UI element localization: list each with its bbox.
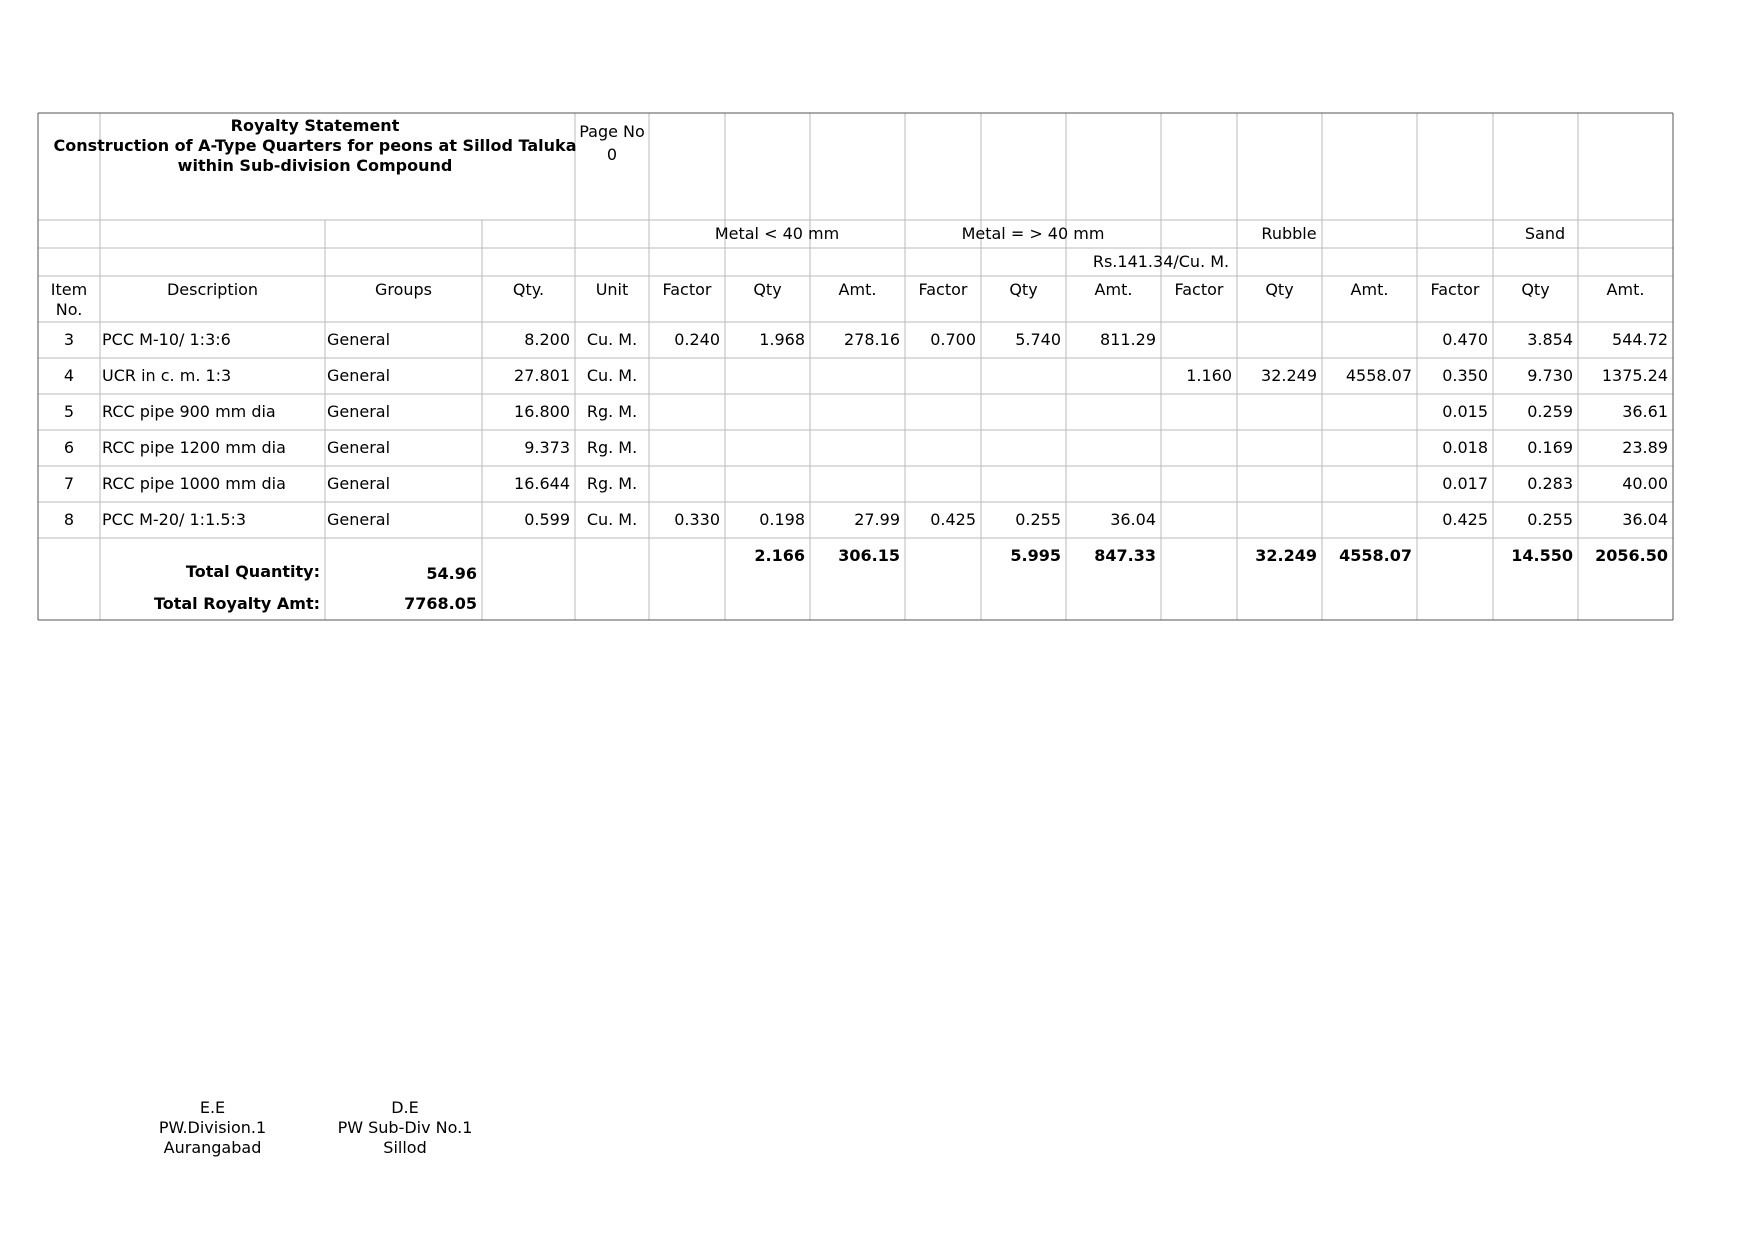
- cell-unit: Rg. M.: [586, 474, 638, 493]
- column-header-mg40-factor: Factor: [918, 280, 968, 299]
- cell-sand-factor: 0.425: [1442, 510, 1488, 529]
- page-number-label: Page No: [579, 122, 645, 141]
- cell-rubble-qty: 32.249: [1261, 366, 1317, 385]
- cell-description: RCC pipe 1200 mm dia: [102, 438, 286, 457]
- cell-item-no: 7: [63, 474, 75, 493]
- column-header-sand-amt: Amt.: [1606, 280, 1645, 299]
- cell-sand-amt: 40.00: [1622, 474, 1668, 493]
- signature-line3: Aurangabad: [163, 1138, 262, 1157]
- cell-metal-lt-40-factor: 0.330: [674, 510, 720, 529]
- cell-metal-lt-40-qty: 0.198: [759, 510, 805, 529]
- group-header-rubble: Rubble: [1261, 224, 1317, 243]
- royalty-rate: Rs.141.34/Cu. M.: [1092, 252, 1230, 271]
- total-m40-qty: 2.166: [754, 546, 805, 565]
- cell-metal-ge-40-qty: 5.740: [1015, 330, 1061, 349]
- group-header-sand: Sand: [1524, 224, 1566, 243]
- group-header-metal-ge-40: Metal = > 40 mm: [961, 224, 1105, 243]
- cell-qty: 0.599: [524, 510, 570, 529]
- cell-sand-qty: 0.283: [1527, 474, 1573, 493]
- cell-unit: Cu. M.: [586, 366, 638, 385]
- cell-sand-qty: 0.169: [1527, 438, 1573, 457]
- total-royalty-value: 7768.05: [404, 594, 477, 613]
- cell-qty: 8.200: [524, 330, 570, 349]
- total-sand-amt: 2056.50: [1595, 546, 1668, 565]
- total-rub-qty: 32.249: [1255, 546, 1317, 565]
- total-royalty-label: Total Royalty Amt:: [153, 594, 320, 613]
- cell-sand-qty: 9.730: [1527, 366, 1573, 385]
- column-header-description: Description: [166, 280, 259, 299]
- cell-metal-ge-40-factor: 0.425: [930, 510, 976, 529]
- column-header-sand-qty: Qty: [1521, 280, 1550, 299]
- cell-rubble-amt: 4558.07: [1345, 366, 1412, 385]
- column-header-sand-factor: Factor: [1430, 280, 1480, 299]
- total-mg40-amt: 847.33: [1094, 546, 1156, 565]
- cell-group: General: [327, 330, 391, 349]
- page-number-value: 0: [606, 145, 618, 164]
- cell-group: General: [327, 474, 391, 493]
- total-quantity-value: 54.96: [426, 564, 477, 583]
- cell-sand-factor: 0.470: [1442, 330, 1488, 349]
- cell-description: PCC M-20/ 1:1.5:3: [102, 510, 247, 529]
- column-header-m40-amt: Amt.: [838, 280, 877, 299]
- cell-rubble-factor: 1.160: [1186, 366, 1232, 385]
- cell-group: General: [327, 366, 391, 385]
- column-header-rub-amt: Amt.: [1350, 280, 1389, 299]
- cell-qty: 16.800: [514, 402, 570, 421]
- cell-metal-ge-40-amt: 36.04: [1110, 510, 1156, 529]
- cell-sand-factor: 0.017: [1442, 474, 1488, 493]
- cell-unit: Cu. M.: [586, 330, 638, 349]
- cell-group: General: [327, 438, 391, 457]
- column-header-qty: Qty.: [512, 280, 545, 299]
- cell-unit: Rg. M.: [586, 438, 638, 457]
- cell-item-no: 6: [63, 438, 75, 457]
- column-header-mg40-qty: Qty: [1009, 280, 1038, 299]
- cell-unit: Cu. M.: [586, 510, 638, 529]
- cell-metal-ge-40-factor: 0.700: [930, 330, 976, 349]
- cell-description: PCC M-10/ 1:3:6: [102, 330, 231, 349]
- cell-sand-qty: 0.255: [1527, 510, 1573, 529]
- cell-sand-qty: 3.854: [1527, 330, 1573, 349]
- cell-description: RCC pipe 900 mm dia: [102, 402, 276, 421]
- signature-line2: PW Sub-Div No.1: [337, 1118, 473, 1137]
- signature-line1: D.E: [391, 1098, 419, 1117]
- cell-group: General: [327, 402, 391, 421]
- total-quantity-label: Total Quantity:: [185, 562, 320, 581]
- group-header-metal-lt-40: Metal < 40 mm: [714, 224, 840, 243]
- cell-group: General: [327, 510, 391, 529]
- signature-line1: E.E: [199, 1098, 226, 1117]
- cell-sand-amt: 1375.24: [1601, 366, 1668, 385]
- column-header-m40-qty: Qty: [753, 280, 782, 299]
- cell-sand-qty: 0.259: [1527, 402, 1573, 421]
- cell-sand-amt: 36.04: [1622, 510, 1668, 529]
- total-sand-qty: 14.550: [1511, 546, 1573, 565]
- cell-sand-amt: 23.89: [1622, 438, 1668, 457]
- cell-metal-ge-40-amt: 811.29: [1100, 330, 1156, 349]
- cell-metal-lt-40-factor: 0.240: [674, 330, 720, 349]
- column-header-rub-factor: Factor: [1174, 280, 1224, 299]
- column-header-unit: Unit: [595, 280, 629, 299]
- cell-metal-lt-40-amt: 278.16: [844, 330, 900, 349]
- column-header-rub-qty: Qty: [1265, 280, 1294, 299]
- report-subtitle-line2: within Sub-division Compound: [177, 156, 453, 175]
- cell-qty: 16.644: [514, 474, 570, 493]
- cell-metal-ge-40-qty: 0.255: [1015, 510, 1061, 529]
- column-header-mg40-amt: Amt.: [1094, 280, 1133, 299]
- cell-metal-lt-40-amt: 27.99: [854, 510, 900, 529]
- cell-sand-amt: 544.72: [1612, 330, 1668, 349]
- signature: [330, 1098, 480, 1158]
- column-header-item: Item No.: [50, 280, 88, 319]
- cell-item-no: 3: [63, 330, 75, 349]
- cell-item-no: 4: [63, 366, 75, 385]
- cell-item-no: 8: [63, 510, 75, 529]
- report-title: Royalty Statement: [230, 116, 400, 135]
- signature-line3: Sillod: [383, 1138, 427, 1157]
- cell-sand-factor: 0.350: [1442, 366, 1488, 385]
- cell-unit: Rg. M.: [586, 402, 638, 421]
- cell-sand-factor: 0.015: [1442, 402, 1488, 421]
- signature-line2: PW.Division.1: [158, 1118, 267, 1137]
- total-mg40-qty: 5.995: [1010, 546, 1061, 565]
- column-header-m40-factor: Factor: [662, 280, 712, 299]
- total-rub-amt: 4558.07: [1339, 546, 1412, 565]
- report-subtitle-line1: Construction of A-Type Quarters for peons at Sillod Taluka: [53, 136, 577, 155]
- cell-sand-amt: 36.61: [1622, 402, 1668, 421]
- cell-qty: 27.801: [514, 366, 570, 385]
- cell-description: UCR in c. m. 1:3: [102, 366, 232, 385]
- total-m40-amt: 306.15: [838, 546, 900, 565]
- column-header-groups: Groups: [374, 280, 433, 299]
- cell-description: RCC pipe 1000 mm dia: [102, 474, 286, 493]
- signature: [150, 1098, 275, 1158]
- cell-item-no: 5: [63, 402, 75, 421]
- cell-qty: 9.373: [524, 438, 570, 457]
- cell-metal-lt-40-qty: 1.968: [759, 330, 805, 349]
- cell-sand-factor: 0.018: [1442, 438, 1488, 457]
